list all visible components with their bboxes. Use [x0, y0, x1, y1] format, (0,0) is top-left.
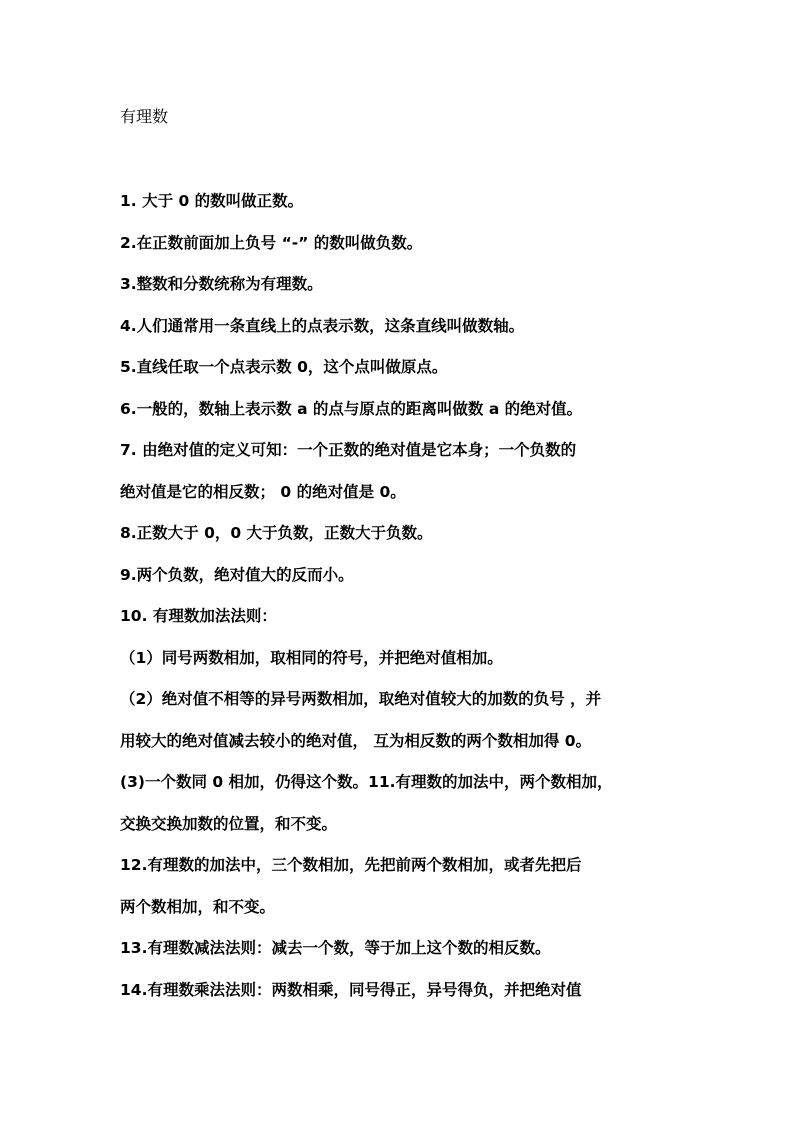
- text-line: 12.有理数的加法中，三个数相加，先把前两个数相加，或者先把后: [120, 856, 582, 874]
- text-line: 9.两个负数，绝对值大的反而小。: [120, 565, 354, 584]
- text-line: 13.有理数减法法则：减去一个数，等于加上这个数的相反数。: [120, 939, 551, 957]
- text-line: (3)一个数同 0 相加，仍得这个数。11.有理数的加法中，两个数相加，: [120, 773, 613, 791]
- text-line: 14.有理数乘法法则：两数相乘，同号得正，异号得负，并把绝对值: [120, 980, 582, 999]
- text-line: 6.一般的，数轴上表示数 a 的点与原点的距离叫做数 a 的绝对值。: [120, 399, 583, 418]
- text-line: 绝对值是它的相反数； 0 的绝对值是 0。: [120, 482, 406, 501]
- text-line: （2）绝对值不相等的异号两数相加，取绝对值较大的加数的负号 ，并: [120, 690, 602, 708]
- text-line: 8.正数大于 0，0 大于负数，正数大于负数。: [120, 524, 433, 542]
- text-line: 用较大的绝对值减去较小的绝对值， 互为相反数的两个数相加得 0。: [120, 731, 592, 750]
- text-line: 10. 有理数加法法则：: [120, 607, 277, 625]
- text-line: 2.在正数前面加上负号 “-” 的数叫做负数。: [120, 233, 423, 252]
- page-title: 有理数: [120, 107, 169, 126]
- text-line: 5.直线任取一个点表示数 0，这个点叫做原点。: [120, 358, 448, 376]
- text-line: 两个数相加，和不变。: [120, 897, 276, 916]
- text-line: 交换交换加数的位置，和不变。: [120, 814, 338, 833]
- text-line: 7. 由绝对值的定义可知：一个正数的绝对值是它本身；一个负数的: [120, 441, 577, 459]
- document-body: [120, 188, 680, 1018]
- text-line: 4.人们通常用一条直线上的点表示数，这条直线叫做数轴。: [120, 316, 525, 335]
- text-line: （1）同号两数相加，取相同的符号，并把绝对值相加。: [120, 648, 503, 667]
- text-line: 3.整数和分数统称为有理数。: [120, 275, 323, 293]
- text-line: 1. 大于 0 的数叫做正数。: [120, 192, 304, 210]
